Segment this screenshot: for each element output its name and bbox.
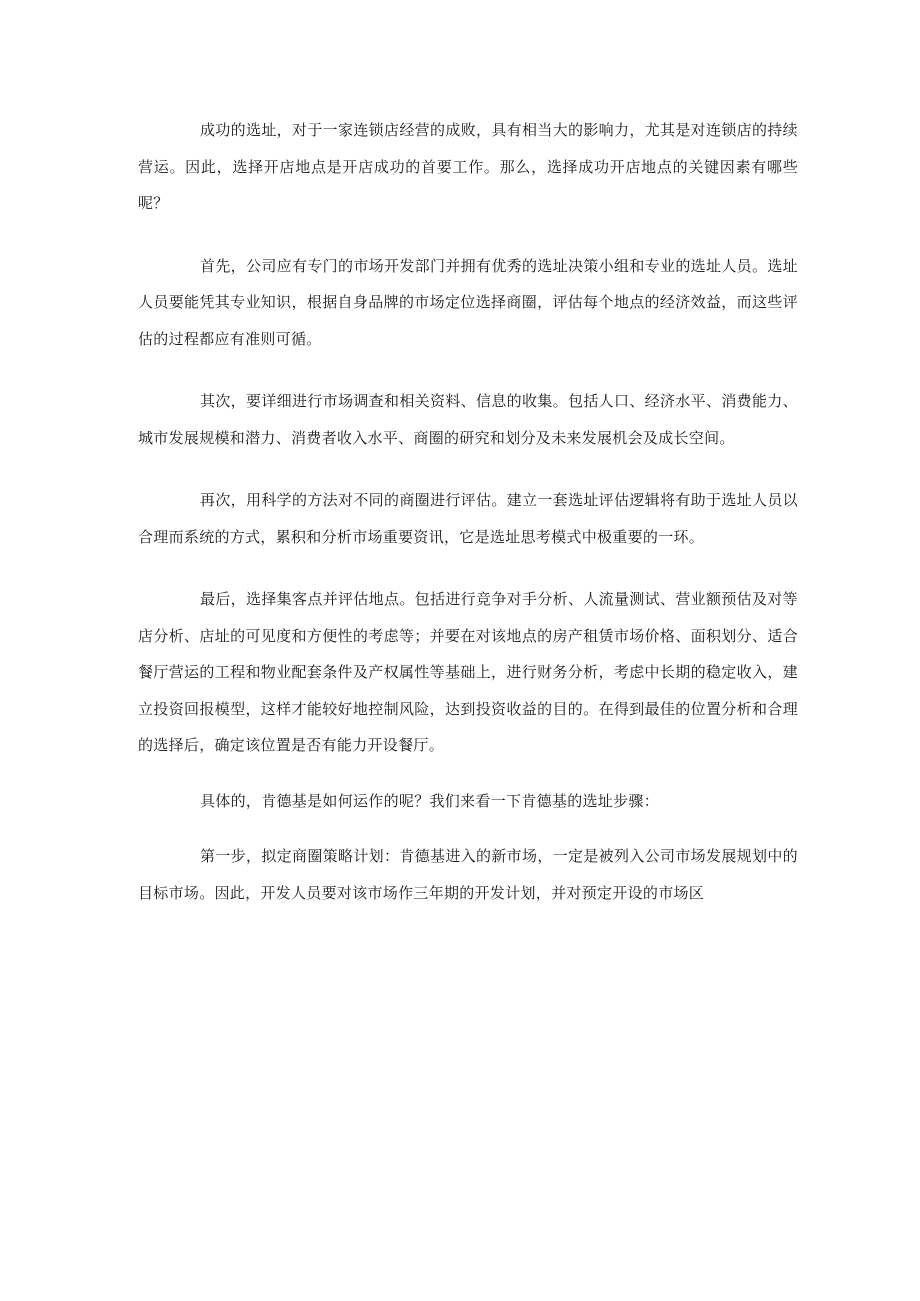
paragraph-first-point: 首先，公司应有专门的市场开发部门并拥有优秀的选址决策小组和专业的选址人员。选址人员要能凭其专业知识，根据自身品牌的市场定位选择商圈，评估每个地点的经济效益，而这些评估的过程都应有准则可循。	[138, 256, 798, 348]
paragraph-fourth-point: 最后，选择集客点并评估地点。包括进行竞争对手分析、人流量测试、营业额预估及对等店分析、店址的可见度和方便性的考虑等；并要在对该地点的房产租赁市场价格、面积划分、适合餐厅营运的工程和物业配套条件及产权属性等基础上，进行财务分析，考虑中长期的稳定收入，建立投资回报模型，这样才能较好地控制风险，达到投资收益的目的。在得到最佳的位置分析和合理的选择后，确定该位置是否有能力开设餐厅。	[138, 590, 798, 754]
paragraph-kfc-intro: 具体的，肯德基是如何运作的呢？我们来看一下肯德基的选址步骤：	[200, 791, 660, 810]
paragraph-third-point: 再次，用科学的方法对不同的商圈进行评估。建立一套选址评估逻辑将有助于选址人员以合理而系统的方式，累积和分析市场重要资讯，它是选址思考模式中极重要的一环。	[138, 491, 798, 546]
paragraph-second-point: 其次，要详细进行市场调查和相关资料、信息的收集。包括人口、经济水平、消费能力、城市发展规模和潜力、消费者收入水平、商圈的研究和划分及未来发展机会及成长空间。	[138, 392, 798, 447]
document-body	[138, 112, 798, 911]
paragraph-step-one: 第一步，拟定商圈策略计划：肯德基进入的新市场，一定是被列入公司市场发展规划中的目标市场。因此，开发人员要对该市场作三年期的开发计划，并对预定开设的市场区	[138, 847, 798, 902]
paragraph-intro: 成功的选址，对于一家连锁店经营的成败，具有相当大的影响力，尤其是对连锁店的持续营运。因此，选择开店地点是开店成功的首要工作。那么，选择成功开店地点的关键因素有哪些呢？	[138, 121, 798, 212]
